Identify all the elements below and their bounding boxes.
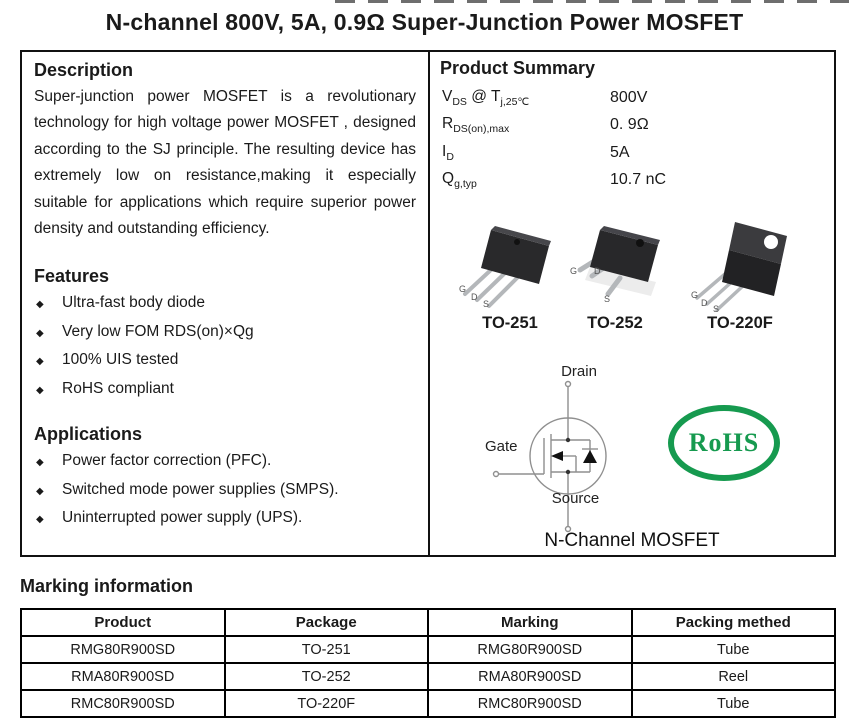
node-dot xyxy=(566,438,570,442)
node-dot xyxy=(566,470,570,474)
marking-table-cell: TO-251 xyxy=(225,636,429,663)
application-item xyxy=(34,477,416,506)
marking-column-header: Marking xyxy=(428,609,632,636)
marking-table xyxy=(20,608,836,718)
summary-parameter: $Q_{g,typ}$ xyxy=(442,170,477,191)
summary-value: 10.7 nC xyxy=(610,171,667,189)
marking-table-cell: RMA80R900SD xyxy=(21,663,225,690)
summary-row xyxy=(442,167,824,195)
product-summary-heading: Product Summary xyxy=(440,58,596,78)
product-summary-panel xyxy=(430,50,836,557)
summary-value: 0. 9Ω xyxy=(610,116,649,134)
summary-row xyxy=(442,84,824,112)
feature-item-label: RoHS compliant xyxy=(62,379,174,397)
marking-table-row xyxy=(21,636,835,663)
marking-column-header: Package xyxy=(225,609,429,636)
marking-header-row xyxy=(21,609,835,636)
pin-label-d: D xyxy=(701,298,708,308)
symbol-caption: N-Channel MOSFET xyxy=(544,530,720,551)
body-diode xyxy=(583,450,597,463)
product-summary-rows xyxy=(442,84,824,194)
summary-row xyxy=(442,112,824,140)
drain-terminal xyxy=(566,382,571,387)
marking-column-header: Product xyxy=(21,609,225,636)
feature-item xyxy=(34,319,416,348)
lead xyxy=(697,274,725,298)
package-hole xyxy=(636,239,644,247)
marking-table-row xyxy=(21,663,835,690)
marking-table-cell: RMG80R900SD xyxy=(21,636,225,663)
summary-value: 5A xyxy=(610,143,630,161)
body-arrow xyxy=(551,451,563,461)
summary-parameter: $I_D$ xyxy=(442,142,454,163)
description-panel xyxy=(20,50,430,557)
marking-table-row xyxy=(21,690,835,717)
feature-item-label: 100% UIS tested xyxy=(62,351,179,369)
package-photo-to-252 xyxy=(560,212,670,312)
pin-label-d: D xyxy=(471,292,478,302)
drain-label: Drain xyxy=(561,363,597,380)
pin-label-s: S xyxy=(483,299,490,309)
rohs-text: RoHS xyxy=(688,428,760,457)
application-item-label: Power factor correction (PFC). xyxy=(62,452,272,470)
summary-value: 800V xyxy=(610,88,648,106)
marking-table-cell: RMC80R900SD xyxy=(428,690,632,717)
feature-item-label: Ultra-fast body diode xyxy=(62,294,206,312)
bullet-diamond-icon: ◆ xyxy=(36,327,44,339)
feature-item-label: Very low FOM RDS(on)×Qg xyxy=(62,322,254,340)
pin-label-d: D xyxy=(594,266,601,276)
applications-list xyxy=(34,448,416,534)
cropped-header-artifact xyxy=(335,0,849,3)
summary-parameter: $V_{DS}$ @ $T_{j,25℃}$ xyxy=(442,87,530,108)
marking-table-cell: Tube xyxy=(632,690,836,717)
marking-table-cell: Reel xyxy=(632,663,836,690)
summary-row xyxy=(442,139,824,167)
bullet-diamond-icon: ◆ xyxy=(36,299,44,311)
application-item xyxy=(34,448,416,477)
bullet-diamond-icon: ◆ xyxy=(36,356,44,368)
gate-terminal xyxy=(494,472,499,477)
package-name-to-220f: TO-220F xyxy=(707,314,773,332)
page-title: N-channel 800V, 5A, 0.9Ω Super-Junction Power MOSFET xyxy=(105,9,744,35)
description-paragraph: Super-junction power MOSFET is a revolutionary technology for high voltage power MOSFET , designed according to the SJ principle. The resulting device has extremely low on resistance,making it especially suitable for applications which require superior power density and outstanding efficiency. xyxy=(34,88,416,238)
pin-label-g: G xyxy=(570,266,578,276)
marking-heading: Marking information xyxy=(20,576,194,596)
package-photo-to-251 xyxy=(455,212,565,312)
marking-table-cell: RMC80R900SD xyxy=(21,690,225,717)
package-name-to-251: TO-251 xyxy=(482,314,538,332)
marking-table-cell: Tube xyxy=(632,636,836,663)
marking-table-cell: RMA80R900SD xyxy=(428,663,632,690)
source-label: Source xyxy=(551,490,600,507)
feature-item xyxy=(34,347,416,376)
application-item-label: Switched mode power supplies (SMPS). xyxy=(62,480,339,498)
features-list xyxy=(34,290,416,404)
lead xyxy=(717,284,745,310)
application-item-label: Uninterrupted power supply (UPS). xyxy=(62,509,303,527)
pin-label-g: G xyxy=(459,284,467,294)
feature-item xyxy=(34,290,416,319)
application-item xyxy=(34,505,416,534)
pin-label-g: G xyxy=(691,290,699,300)
marking-table-cell: TO-220F xyxy=(225,690,429,717)
package-name-to-252: TO-252 xyxy=(587,314,643,332)
pin-label-s: S xyxy=(713,304,720,312)
gate-label: Gate xyxy=(485,438,518,455)
summary-parameter: $R_{DS(on),max}$ xyxy=(442,115,510,136)
rohs-logo xyxy=(668,405,780,481)
package-hole xyxy=(514,239,520,245)
bullet-diamond-icon: ◆ xyxy=(36,485,44,497)
features-heading: Features xyxy=(34,266,110,287)
pin-label-s: S xyxy=(604,294,611,304)
feature-item xyxy=(34,376,416,405)
bullet-diamond-icon: ◆ xyxy=(36,384,44,396)
package-photo-to-220f xyxy=(685,212,795,312)
mosfet-symbol xyxy=(480,374,650,539)
mounting-hole xyxy=(764,235,778,249)
marking-table-cell: RMG80R900SD xyxy=(428,636,632,663)
bullet-diamond-icon: ◆ xyxy=(36,514,44,526)
applications-heading: Applications xyxy=(34,424,143,445)
bullet-diamond-icon: ◆ xyxy=(36,457,44,469)
marking-column-header: Packing methed xyxy=(632,609,836,636)
description-heading: Description xyxy=(34,60,134,80)
marking-table-cell: TO-252 xyxy=(225,663,429,690)
